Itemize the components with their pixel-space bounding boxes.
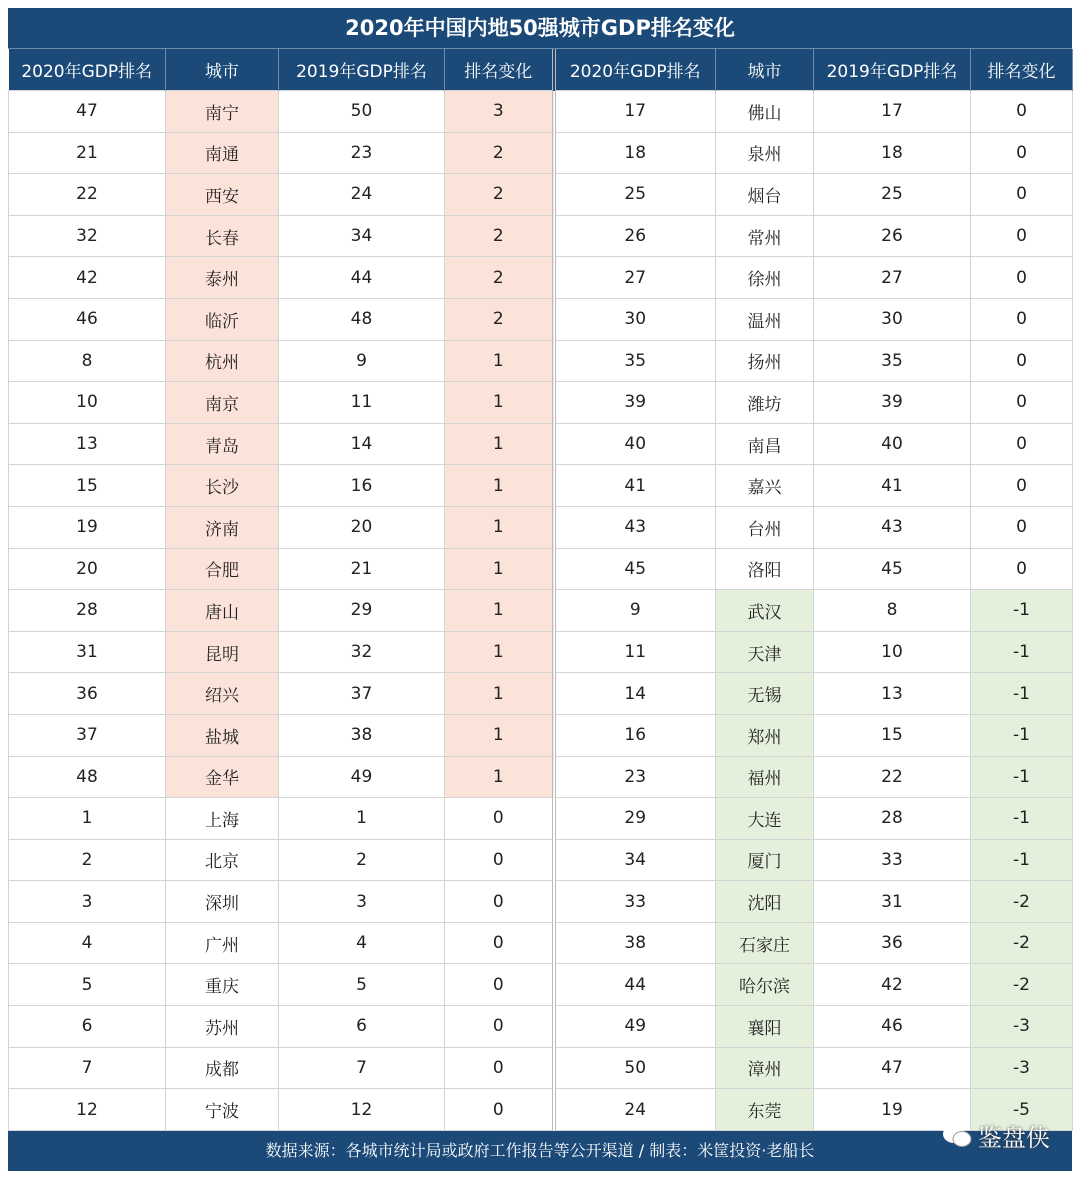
rank-2020-cell: 16 <box>554 714 716 756</box>
rank-2019-cell: 13 <box>814 673 971 715</box>
rank-2020-cell: 31 <box>9 631 166 673</box>
city-cell: 厦门 <box>716 839 814 881</box>
city-cell: 徐州 <box>716 257 814 299</box>
city-cell: 苏州 <box>166 1006 279 1048</box>
rank-2019-cell: 8 <box>814 590 971 632</box>
city-cell: 福州 <box>716 756 814 798</box>
rank-2019-cell: 27 <box>814 257 971 299</box>
rank-2020-cell: 14 <box>554 673 716 715</box>
rank-change-cell: 0 <box>971 423 1073 465</box>
rank-2019-cell: 12 <box>279 1089 445 1131</box>
city-cell: 郑州 <box>716 714 814 756</box>
rank-change-cell: 0 <box>971 298 1073 340</box>
rank-change-cell: 1 <box>445 548 554 590</box>
rank-2019-cell: 48 <box>279 298 445 340</box>
city-cell: 温州 <box>716 298 814 340</box>
rank-2020-cell: 39 <box>554 382 716 424</box>
rank-change-cell: 0 <box>445 839 554 881</box>
city-cell: 沈阳 <box>716 881 814 923</box>
rank-change-cell: 0 <box>971 382 1073 424</box>
rank-change-cell: 0 <box>445 964 554 1006</box>
rank-change-cell: 0 <box>971 465 1073 507</box>
rank-2020-cell: 20 <box>9 548 166 590</box>
rank-2020-cell: 3 <box>9 881 166 923</box>
city-cell: 石家庄 <box>716 922 814 964</box>
rank-change-cell: -1 <box>971 756 1073 798</box>
rank-2020-cell: 41 <box>554 465 716 507</box>
table-row <box>9 881 1073 923</box>
rank-2020-cell: 28 <box>9 590 166 632</box>
rank-2020-cell: 30 <box>554 298 716 340</box>
city-cell: 成都 <box>166 1047 279 1089</box>
rank-2020-cell: 15 <box>9 465 166 507</box>
rank-change-cell: 0 <box>445 1047 554 1089</box>
city-cell: 合肥 <box>166 548 279 590</box>
rank-change-cell: -5 <box>971 1089 1073 1131</box>
rank-2020-cell: 13 <box>9 423 166 465</box>
rank-2020-cell: 2 <box>9 839 166 881</box>
table-row <box>9 964 1073 1006</box>
city-cell: 北京 <box>166 839 279 881</box>
rank-2019-cell: 31 <box>814 881 971 923</box>
city-cell: 南通 <box>166 132 279 174</box>
rank-2019-cell: 1 <box>279 798 445 840</box>
city-cell: 宁波 <box>166 1089 279 1131</box>
rank-change-cell: 0 <box>445 1089 554 1131</box>
city-cell: 扬州 <box>716 340 814 382</box>
table-row <box>9 215 1073 257</box>
rank-change-cell: 0 <box>445 922 554 964</box>
city-cell: 金华 <box>166 756 279 798</box>
rank-2020-cell: 21 <box>9 132 166 174</box>
rank-2019-cell: 45 <box>814 548 971 590</box>
rank-change-cell: 0 <box>971 548 1073 590</box>
rank-2019-cell: 16 <box>279 465 445 507</box>
rank-2019-cell: 24 <box>279 174 445 216</box>
city-cell: 青岛 <box>166 423 279 465</box>
rank-2019-cell: 26 <box>814 215 971 257</box>
rank-change-cell: -3 <box>971 1047 1073 1089</box>
city-cell: 深圳 <box>166 881 279 923</box>
rank-2019-cell: 40 <box>814 423 971 465</box>
city-cell: 重庆 <box>166 964 279 1006</box>
rank-2020-cell: 23 <box>554 756 716 798</box>
rank-change-cell: 1 <box>445 506 554 548</box>
rank-2019-cell: 17 <box>814 91 971 133</box>
rank-2020-cell: 4 <box>9 922 166 964</box>
rank-2019-cell: 23 <box>279 132 445 174</box>
rank-2019-cell: 28 <box>814 798 971 840</box>
rank-2019-cell: 42 <box>814 964 971 1006</box>
rank-change-cell: 0 <box>971 91 1073 133</box>
rank-2020-cell: 33 <box>554 881 716 923</box>
rank-2020-cell: 1 <box>9 798 166 840</box>
rank-change-cell: -1 <box>971 631 1073 673</box>
rank-2019-cell: 46 <box>814 1006 971 1048</box>
rank-2020-cell: 46 <box>9 298 166 340</box>
rank-change-cell: -1 <box>971 839 1073 881</box>
rank-change-cell: 0 <box>445 798 554 840</box>
rank-2020-cell: 38 <box>554 922 716 964</box>
table-row <box>9 714 1073 756</box>
rank-2019-cell: 43 <box>814 506 971 548</box>
city-cell: 常州 <box>716 215 814 257</box>
rank-change-cell: 0 <box>445 881 554 923</box>
rank-2020-cell: 34 <box>554 839 716 881</box>
rank-2019-cell: 2 <box>279 839 445 881</box>
rank-change-cell: 2 <box>445 132 554 174</box>
rank-change-cell: -1 <box>971 798 1073 840</box>
table-row <box>9 174 1073 216</box>
city-cell: 烟台 <box>716 174 814 216</box>
rank-2020-cell: 37 <box>9 714 166 756</box>
rank-2019-cell: 39 <box>814 382 971 424</box>
rank-2020-cell: 50 <box>554 1047 716 1089</box>
rank-change-cell: -2 <box>971 922 1073 964</box>
table-row <box>9 91 1073 133</box>
rank-2019-cell: 9 <box>279 340 445 382</box>
rank-change-cell: 1 <box>445 382 554 424</box>
rank-2019-cell: 36 <box>814 922 971 964</box>
rank-2020-cell: 45 <box>554 548 716 590</box>
city-cell: 台州 <box>716 506 814 548</box>
rank-2019-cell: 49 <box>279 756 445 798</box>
gdp-ranking-table-card <box>8 8 1072 1171</box>
wechat-watermark <box>942 1118 1050 1153</box>
rank-2020-cell: 43 <box>554 506 716 548</box>
table-row <box>9 839 1073 881</box>
rank-change-cell: 1 <box>445 590 554 632</box>
rank-2020-cell: 47 <box>9 91 166 133</box>
rank-2019-cell: 25 <box>814 174 971 216</box>
city-cell: 临沂 <box>166 298 279 340</box>
city-cell: 杭州 <box>166 340 279 382</box>
rank-2019-cell: 21 <box>279 548 445 590</box>
city-cell: 广州 <box>166 922 279 964</box>
city-cell: 无锡 <box>716 673 814 715</box>
rank-2019-cell: 20 <box>279 506 445 548</box>
rank-change-cell: 1 <box>445 423 554 465</box>
rank-change-cell: -1 <box>971 714 1073 756</box>
table-row <box>9 257 1073 299</box>
rank-2020-cell: 18 <box>554 132 716 174</box>
rank-2020-cell: 49 <box>554 1006 716 1048</box>
rank-2019-cell: 37 <box>279 673 445 715</box>
rank-change-cell: 2 <box>445 298 554 340</box>
city-cell: 南昌 <box>716 423 814 465</box>
city-cell: 大连 <box>716 798 814 840</box>
column-header: 城市 <box>166 49 279 91</box>
rank-2020-cell: 12 <box>9 1089 166 1131</box>
column-header: 排名变化 <box>445 49 554 91</box>
rank-2020-cell: 48 <box>9 756 166 798</box>
rank-2019-cell: 50 <box>279 91 445 133</box>
city-cell: 东莞 <box>716 1089 814 1131</box>
rank-change-cell: 0 <box>971 340 1073 382</box>
city-cell: 武汉 <box>716 590 814 632</box>
rank-2019-cell: 38 <box>279 714 445 756</box>
city-cell: 佛山 <box>716 91 814 133</box>
table-row <box>9 298 1073 340</box>
rank-2020-cell: 35 <box>554 340 716 382</box>
city-cell: 上海 <box>166 798 279 840</box>
rank-2019-cell: 19 <box>814 1089 971 1131</box>
city-cell: 绍兴 <box>166 673 279 715</box>
rank-change-cell: 1 <box>445 756 554 798</box>
city-cell: 西安 <box>166 174 279 216</box>
rank-2020-cell: 42 <box>9 257 166 299</box>
city-cell: 嘉兴 <box>716 465 814 507</box>
city-cell: 泰州 <box>166 257 279 299</box>
rank-2019-cell: 35 <box>814 340 971 382</box>
rank-2019-cell: 6 <box>279 1006 445 1048</box>
rank-change-cell: -1 <box>971 590 1073 632</box>
rank-change-cell: 2 <box>445 215 554 257</box>
rank-2020-cell: 17 <box>554 91 716 133</box>
rank-2019-cell: 22 <box>814 756 971 798</box>
table-row <box>9 922 1073 964</box>
city-cell: 唐山 <box>166 590 279 632</box>
table-row <box>9 506 1073 548</box>
rank-2020-cell: 40 <box>554 423 716 465</box>
rank-2020-cell: 24 <box>554 1089 716 1131</box>
rank-2019-cell: 11 <box>279 382 445 424</box>
rank-2019-cell: 5 <box>279 964 445 1006</box>
city-cell: 哈尔滨 <box>716 964 814 1006</box>
watermark-text: 鉴盘侠 <box>978 1124 1050 1152</box>
table-row <box>9 756 1073 798</box>
rank-2020-cell: 10 <box>9 382 166 424</box>
table-row <box>9 1047 1073 1089</box>
rank-2019-cell: 32 <box>279 631 445 673</box>
rank-2019-cell: 44 <box>279 257 445 299</box>
rank-2019-cell: 18 <box>814 132 971 174</box>
rank-2020-cell: 27 <box>554 257 716 299</box>
rank-change-cell: 1 <box>445 673 554 715</box>
rank-2019-cell: 10 <box>814 631 971 673</box>
city-cell: 盐城 <box>166 714 279 756</box>
table-row <box>9 382 1073 424</box>
gdp-ranking-table <box>8 49 1073 1131</box>
rank-2019-cell: 34 <box>279 215 445 257</box>
city-cell: 济南 <box>166 506 279 548</box>
table-row <box>9 340 1073 382</box>
rank-2020-cell: 25 <box>554 174 716 216</box>
rank-2020-cell: 22 <box>9 174 166 216</box>
rank-change-cell: 1 <box>445 714 554 756</box>
rank-change-cell: 0 <box>971 174 1073 216</box>
rank-change-cell: 1 <box>445 465 554 507</box>
column-header: 排名变化 <box>971 49 1073 91</box>
rank-2019-cell: 3 <box>279 881 445 923</box>
city-cell: 泉州 <box>716 132 814 174</box>
rank-2020-cell: 32 <box>9 215 166 257</box>
table-row <box>9 465 1073 507</box>
rank-change-cell: 2 <box>445 174 554 216</box>
table-row <box>9 423 1073 465</box>
column-header: 2020年GDP排名 <box>554 49 716 91</box>
city-cell: 漳州 <box>716 1047 814 1089</box>
rank-2019-cell: 4 <box>279 922 445 964</box>
rank-2019-cell: 7 <box>279 1047 445 1089</box>
city-cell: 天津 <box>716 631 814 673</box>
rank-change-cell: 1 <box>445 340 554 382</box>
city-cell: 潍坊 <box>716 382 814 424</box>
column-header: 2019年GDP排名 <box>279 49 445 91</box>
rank-2019-cell: 15 <box>814 714 971 756</box>
rank-2019-cell: 33 <box>814 839 971 881</box>
column-header: 2019年GDP排名 <box>814 49 971 91</box>
rank-2020-cell: 11 <box>554 631 716 673</box>
rank-2020-cell: 36 <box>9 673 166 715</box>
table-row <box>9 1006 1073 1048</box>
rank-2019-cell: 47 <box>814 1047 971 1089</box>
rank-2019-cell: 29 <box>279 590 445 632</box>
city-cell: 襄阳 <box>716 1006 814 1048</box>
wechat-icon <box>942 1123 972 1149</box>
rank-2020-cell: 19 <box>9 506 166 548</box>
rank-change-cell: 0 <box>445 1006 554 1048</box>
rank-change-cell: 3 <box>445 91 554 133</box>
rank-change-cell: -3 <box>971 1006 1073 1048</box>
rank-change-cell: -2 <box>971 881 1073 923</box>
rank-change-cell: 0 <box>971 506 1073 548</box>
rank-change-cell: 0 <box>971 132 1073 174</box>
city-cell: 南京 <box>166 382 279 424</box>
rank-2020-cell: 7 <box>9 1047 166 1089</box>
column-header: 城市 <box>716 49 814 91</box>
rank-change-cell: 0 <box>971 257 1073 299</box>
city-cell: 长沙 <box>166 465 279 507</box>
rank-change-cell: 1 <box>445 631 554 673</box>
table-row <box>9 631 1073 673</box>
table-row <box>9 132 1073 174</box>
table-row <box>9 1089 1073 1131</box>
rank-2019-cell: 14 <box>279 423 445 465</box>
table-row <box>9 673 1073 715</box>
rank-2020-cell: 6 <box>9 1006 166 1048</box>
header-row <box>9 49 1073 91</box>
table-row <box>9 590 1073 632</box>
city-cell: 洛阳 <box>716 548 814 590</box>
rank-2020-cell: 9 <box>554 590 716 632</box>
rank-2020-cell: 26 <box>554 215 716 257</box>
city-cell: 长春 <box>166 215 279 257</box>
rank-change-cell: -2 <box>971 964 1073 1006</box>
rank-2020-cell: 44 <box>554 964 716 1006</box>
rank-2020-cell: 8 <box>9 340 166 382</box>
table-row <box>9 798 1073 840</box>
source-footer: 数据来源：各城市统计局或政府工作报告等公开渠道 / 制表：米筐投资·老船长 <box>8 1131 1072 1171</box>
city-cell: 南宁 <box>166 91 279 133</box>
table-title: 2020年中国内地50强城市GDP排名变化 <box>8 8 1072 49</box>
city-cell: 昆明 <box>166 631 279 673</box>
rank-change-cell: -1 <box>971 673 1073 715</box>
rank-2019-cell: 41 <box>814 465 971 507</box>
rank-2019-cell: 30 <box>814 298 971 340</box>
column-header: 2020年GDP排名 <box>9 49 166 91</box>
rank-change-cell: 0 <box>971 215 1073 257</box>
rank-2020-cell: 29 <box>554 798 716 840</box>
rank-2020-cell: 5 <box>9 964 166 1006</box>
rank-change-cell: 2 <box>445 257 554 299</box>
table-row <box>9 548 1073 590</box>
